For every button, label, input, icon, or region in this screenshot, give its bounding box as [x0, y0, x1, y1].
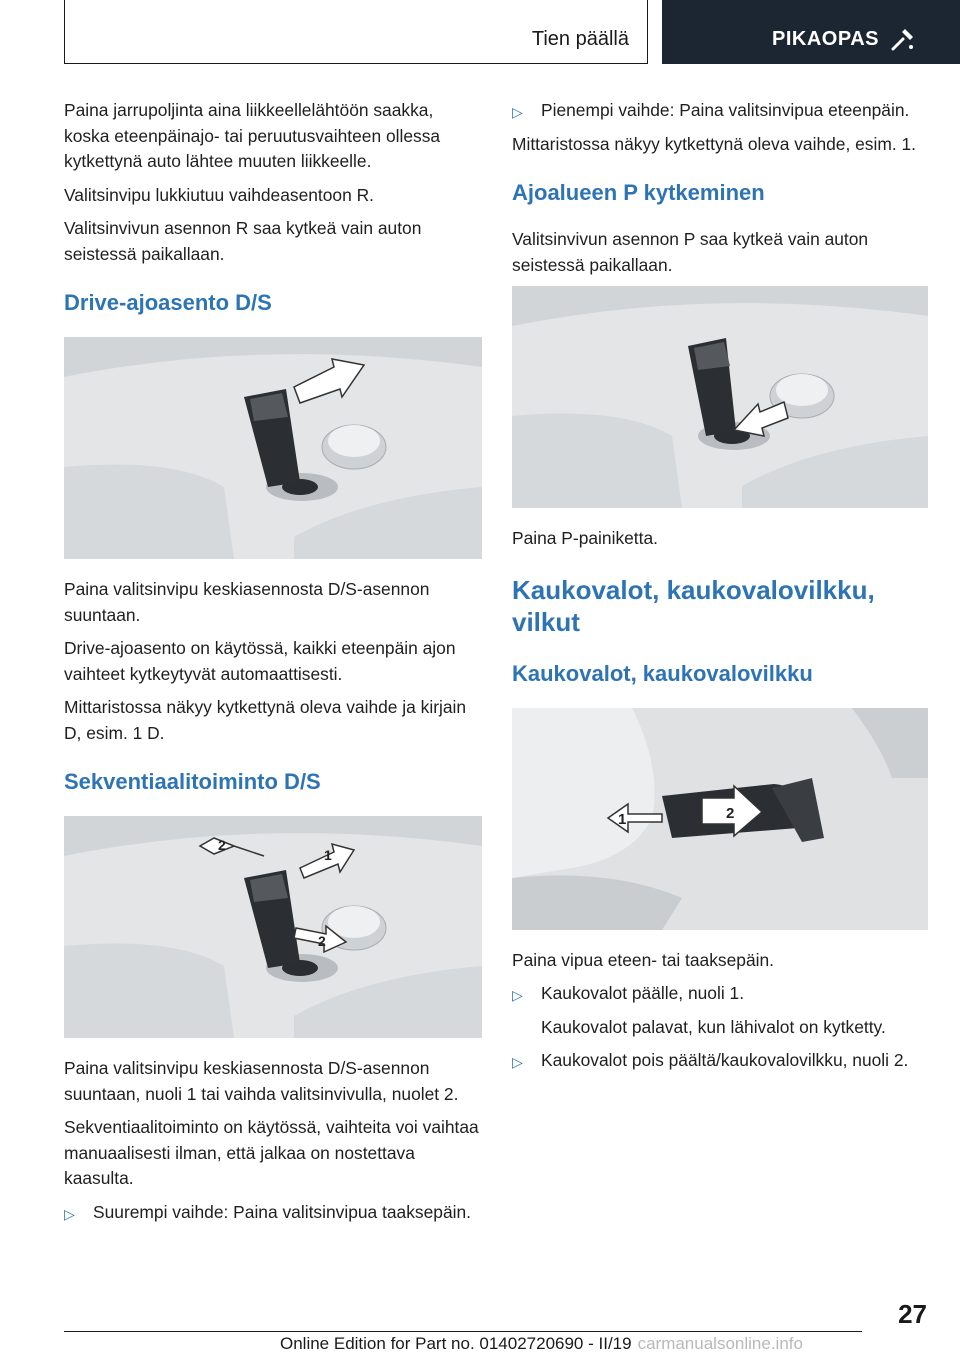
list-item-text: Kaukovalot päälle, nuoli 1.	[541, 983, 745, 1003]
figure-gear-selector-drive	[64, 337, 482, 559]
header-section-title: Tien päällä	[531, 28, 629, 50]
paragraph: Mittaristossa näkyy kytkettynä oleva vaihde, esim. 1.	[512, 133, 917, 154]
right-column	[512, 98, 928, 1082]
figure-turn-signal-lever	[512, 708, 928, 930]
figure-park-button	[512, 286, 928, 508]
header-section-box	[64, 0, 648, 64]
triangle-bullet-icon: ▷	[512, 1054, 523, 1070]
paragraph: Drive-ajoasento on käytössä, kaikki eteenpäin ajon vaihteet kytkeytyvät automaattisesti.	[64, 638, 456, 684]
header-guide-label: PIKAOPAS	[772, 28, 879, 50]
footer-rule	[64, 1331, 862, 1332]
list-item-text: Pienempi vaihde: Paina valitsinvipua eteenpäin.	[541, 100, 910, 120]
figure-label-2: 2	[726, 804, 735, 822]
list-item	[64, 1200, 482, 1226]
triangle-bullet-icon: ▷	[512, 987, 523, 1003]
list-item	[512, 981, 928, 1007]
heading-park: Ajoalueen P kytkeminen	[512, 180, 765, 205]
heading-sequential: Sekventiaalitoiminto D/S	[64, 769, 321, 794]
wrench-icon	[890, 26, 916, 52]
list-item	[512, 1048, 928, 1074]
figure-label-1: 1	[618, 810, 627, 828]
figure-gear-selector-sequential	[64, 816, 482, 1038]
header-guide-tab[interactable]	[662, 0, 960, 64]
paragraph: Paina vipua eteen- tai taaksepäin.	[512, 949, 775, 970]
list-item	[512, 98, 928, 124]
figure-label-1: 1	[324, 847, 332, 863]
footer-edition-text: Online Edition for Part no. 01402720690 - II/19	[280, 1334, 632, 1353]
list-item-text: Suurempi vaihde: Paina valitsinvipua taaksepäin.	[93, 1201, 471, 1222]
footer-edition	[280, 1334, 803, 1354]
paragraph: Valitsinvivun asennon R saa kytkeä vain auton seistessä paikallaan.	[64, 218, 422, 264]
list-item-continuation	[512, 1015, 928, 1041]
list-item-text: Kaukovalot palavat, kun lähivalot on kytketty.	[541, 1016, 886, 1037]
figure-label-2: 2	[318, 933, 326, 949]
paragraph: Sekventiaalitoiminto on käytössä, vaihteita voi vaihtaa manuaalisesti ilman, että jalkaa on nostettava kaasulta.	[64, 1117, 479, 1188]
paragraph: Paina valitsinvipu keskiasennosta D/S-asennon suuntaan.	[64, 579, 430, 625]
triangle-bullet-icon: ▷	[512, 104, 523, 120]
figure-label-2: 2	[218, 837, 226, 853]
list-item-text: Kaukovalot pois päältä/kaukovalovilkku, nuoli 2.	[541, 1050, 909, 1070]
page-number: 27	[898, 1299, 927, 1329]
paragraph: Mittaristossa näkyy kytkettynä oleva vaihde ja kirjain D, esim. 1 D.	[64, 697, 467, 743]
heading-drive: Drive-ajoasento D/S	[64, 290, 272, 315]
subheading-high-beam: Kaukovalot, kaukovalovilkku	[512, 660, 813, 686]
paragraph: Paina P-painiketta.	[512, 528, 658, 548]
paragraph: Valitsinvipu lukkiutuu vaihdeasentoon R.	[64, 184, 374, 205]
paragraph: Valitsinvivun asennon P saa kytkeä vain auton seistessä paikallaan.	[512, 229, 869, 275]
footer-watermark: carmanualsonline.info	[637, 1334, 803, 1353]
paragraph: Paina valitsinvipu keskiasennosta D/S-asennon suuntaan, nuoli 1 tai vaihda valitsinvivulla, nuolet 2.	[64, 1058, 459, 1104]
paragraph: Paina jarrupoljinta aina liikkeellelähtöön saakka, koska eteenpäinajo- tai peruutusvaihteen ollessa kytkettynä auto lähtee muuten liikkeelle.	[64, 100, 441, 171]
left-column	[64, 98, 482, 1233]
triangle-bullet-icon: ▷	[64, 1205, 75, 1222]
heading-high-beam: Kaukovalot, kaukovalovilkku, vilkut	[512, 574, 875, 637]
